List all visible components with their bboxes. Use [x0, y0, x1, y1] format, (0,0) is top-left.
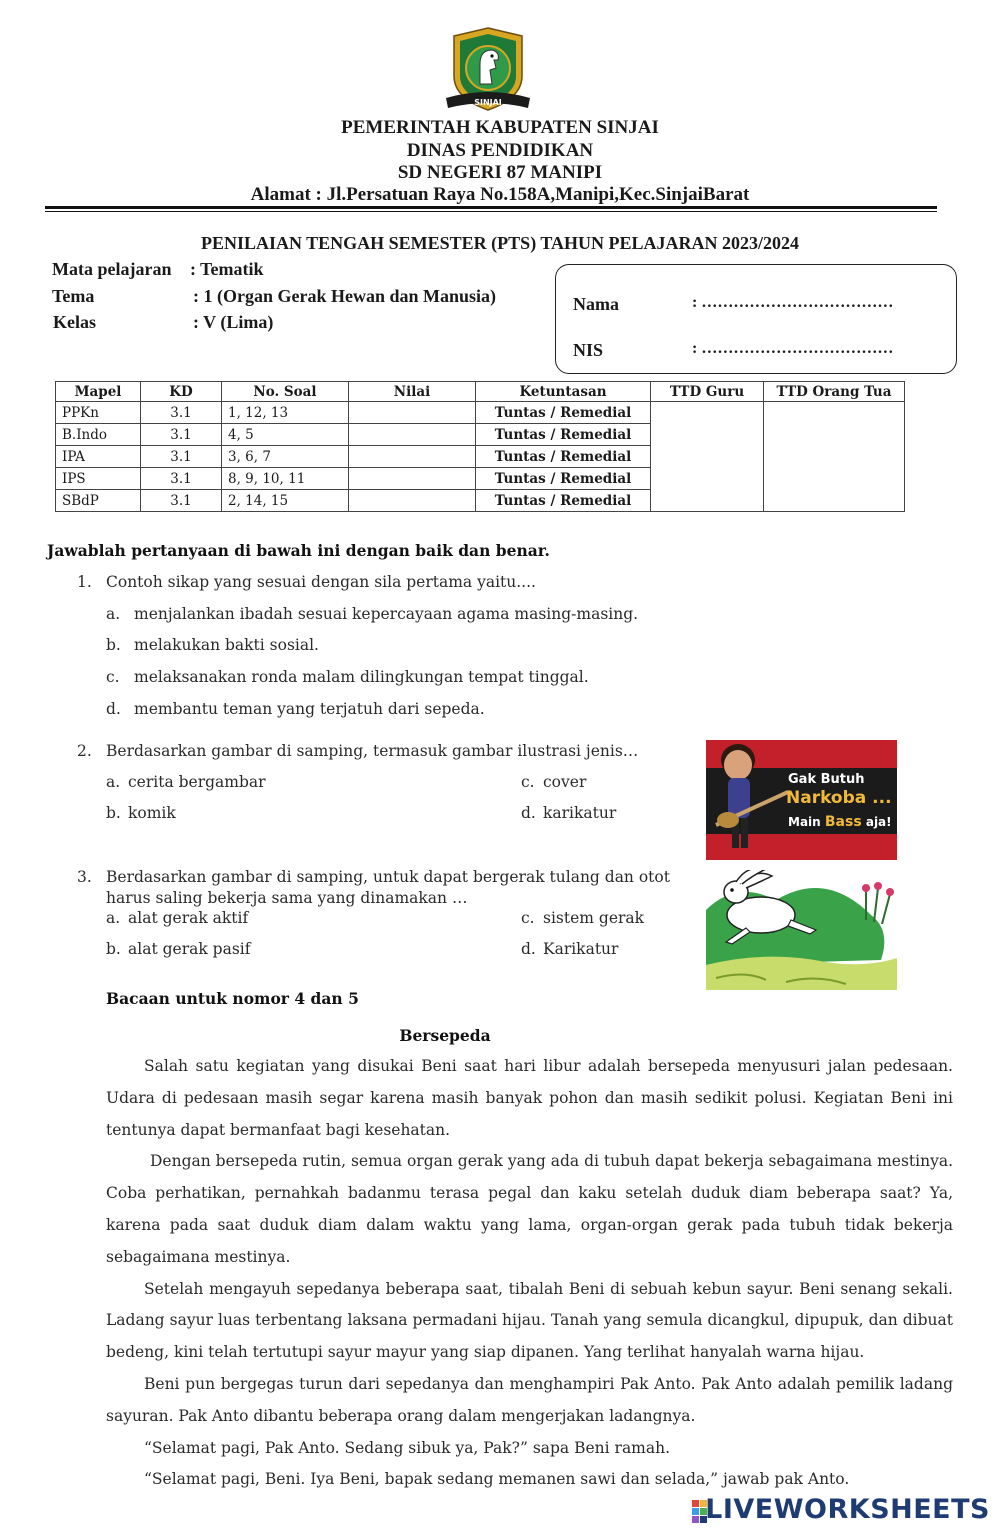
banner-line-3a: Main — [788, 815, 825, 829]
header-rule-thick — [45, 206, 937, 209]
nis-label: NIS — [573, 340, 604, 360]
instruction: Jawablah pertanyaan di bawah ini dengan baik dan benar. — [47, 541, 550, 560]
banner-line-2: Narkoba ... — [786, 788, 892, 808]
reading-paragraph-2: Dengan bersepeda rutin, semua organ gerak yang ada di tubuh dapat bekerja sebagaimana mestinya. Coba perhatikan, pernahkah badanmu terasa pegal dan kaku setelah duduk diam beberapa saat? Ya, karena pada saat duduk diam dalam waktu yang lama, organ-organ gerak pada tubuh tidak bekerja sebagaimana mestinya. — [106, 1152, 953, 1266]
cell-nilai[interactable] — [349, 424, 476, 446]
option-text: melaksanakan ronda malam dilingkungan tempat tinggal. — [134, 668, 589, 686]
class-value: : V (Lima) — [193, 312, 274, 332]
banner-line-3b: Bass — [824, 814, 862, 830]
reading-paragraph-6: “Selamat pagi, Beni. Iya Beni, bapak sedang memanen sawi dan selada,” jawab pak Anto. — [144, 1470, 850, 1489]
option-text: sistem gerak — [543, 909, 645, 927]
option-text: komik — [128, 804, 176, 822]
cell-mapel: PPKn — [56, 402, 141, 424]
cell-mapel: IPS — [56, 468, 141, 490]
option-text: alat gerak aktif — [128, 909, 249, 927]
cell-kd: 3.1 — [141, 402, 222, 424]
rabbit-jumping-icon — [706, 870, 897, 990]
option-letter: c. — [521, 773, 535, 791]
header-address: Alamat : Jl.Persatuan Raya No.158A,Manipi,Kec.SinjaiBarat — [250, 184, 750, 205]
cell-nilai[interactable] — [349, 490, 476, 512]
question-3-number: 3. — [77, 868, 92, 886]
exam-title: PENILAIAN TENGAH SEMESTER (PTS) TAHUN PELAJARAN 2023/2024 — [200, 233, 800, 253]
cell-soal: 8, 9, 10, 11 — [222, 468, 349, 490]
col-header-ttd-orang-tua: TTD Orang Tua — [764, 382, 905, 402]
reading-paragraph-4: Beni pun bergegas turun dari sepedanya dan menghampiri Pak Anto. Pak Anto adalah pemilik ladang sayuran. Pak Anto dibantu beberapa orang dalam mengerjakan ladangnya. — [106, 1374, 953, 1425]
subject-label: Mata pelajaran — [52, 259, 172, 279]
cell-mapel: IPA — [56, 446, 141, 468]
cell-status: Tuntas / Remedial — [476, 446, 651, 468]
cell-kd: 3.1 — [141, 468, 222, 490]
option-text: Karikatur — [543, 940, 619, 958]
option-letter: c. — [521, 909, 535, 927]
option-letter: b. — [106, 636, 121, 654]
option-letter: d. — [106, 700, 121, 718]
q1-option-c[interactable] — [106, 668, 589, 686]
q1-option-a[interactable] — [106, 605, 638, 623]
q2-option-a[interactable] — [106, 773, 266, 791]
option-letter: a. — [106, 773, 121, 791]
cell-soal: 1, 12, 13 — [222, 402, 349, 424]
col-header-kd: KD — [141, 382, 222, 402]
header-government: PEMERINTAH KABUPATEN SINJAI — [341, 117, 659, 138]
class-label: Kelas — [53, 312, 96, 332]
option-letter: c. — [106, 668, 120, 686]
banner-line-3 — [788, 814, 892, 830]
q3-option-d[interactable] — [521, 940, 618, 958]
svg-text:SINJAI: SINJAI — [474, 98, 502, 107]
q2-option-d[interactable] — [521, 804, 616, 822]
banner-line-1: Gak Butuh — [788, 772, 865, 787]
regency-logo — [440, 24, 536, 116]
banner-line-3c: aja! — [861, 815, 892, 829]
q3-option-a[interactable] — [106, 909, 248, 927]
col-header-ttd-guru: TTD Guru — [651, 382, 764, 402]
cell-kd: 3.1 — [141, 424, 222, 446]
cell-status: Tuntas / Remedial — [476, 402, 651, 424]
theme-label: Tema — [52, 286, 95, 306]
cell-nilai[interactable] — [349, 468, 476, 490]
option-letter: d. — [521, 940, 536, 958]
subject-value: : Tematik — [190, 259, 264, 279]
cell-soal: 2, 14, 15 — [222, 490, 349, 512]
reading-paragraph-3: Setelah mengayuh sepedanya beberapa saat, tibalah Beni di sebuah kebun sayur. Beni senang sekali. Ladang sayur luas terbentang laksana permadani hijau. Tanah yang semula dicangkul, dipupuk, dan dibuat bedeng, kini telah tertutupi sayur mayur yang siap dipanen. Yang terlihat hanyalah warna hijau. — [106, 1279, 953, 1362]
reading-passage — [106, 1051, 953, 1496]
cell-soal: 4, 5 — [222, 424, 349, 446]
question-1-text: Contoh sikap yang sesuai dengan sila pertama yaitu.... — [106, 573, 536, 591]
theme-value: : 1 (Organ Gerak Hewan dan Manusia) — [193, 286, 497, 306]
cell-soal: 3, 6, 7 — [222, 446, 349, 468]
cell-nilai[interactable] — [349, 402, 476, 424]
option-letter: b. — [106, 804, 121, 822]
grade-table — [55, 381, 905, 512]
cell-nilai[interactable] — [349, 446, 476, 468]
header-school: SD NEGERI 87 MANIPI — [397, 162, 603, 183]
option-letter: a. — [106, 605, 121, 623]
reading-paragraph-5: “Selamat pagi, Pak Anto. Sedang sibuk ya, Pak?” sapa Beni ramah. — [144, 1438, 671, 1457]
cell-mapel: SBdP — [56, 490, 141, 512]
nis-field[interactable]: : ……………………………… — [692, 340, 894, 357]
q1-option-b[interactable] — [106, 636, 319, 654]
reading-intro: Bacaan untuk nomor 4 dan 5 — [106, 989, 359, 1008]
header-rule-thin — [45, 211, 937, 212]
cell-status: Tuntas / Remedial — [476, 424, 651, 446]
rabbit-illustration — [706, 870, 897, 990]
question-1-number: 1. — [77, 573, 92, 591]
option-text: karikatur — [543, 804, 617, 822]
q3-option-c[interactable] — [521, 909, 644, 927]
cell-kd: 3.1 — [141, 490, 222, 512]
reading-title: Bersepeda — [399, 1026, 491, 1045]
option-text: cerita bergambar — [128, 773, 266, 791]
option-letter: a. — [106, 909, 121, 927]
cell-mapel: B.Indo — [56, 424, 141, 446]
option-text: membantu teman yang terjatuh dari sepeda. — [134, 700, 485, 718]
question-2-text: Berdasarkan gambar di samping, termasuk gambar ilustrasi jenis… — [106, 742, 639, 760]
col-header-mapel: Mapel — [56, 382, 141, 402]
q3-option-b[interactable] — [106, 940, 250, 958]
question-3-text-line1: Berdasarkan gambar di samping, untuk dapat bergerak tulang dan otot — [106, 868, 670, 886]
header-department: DINAS PENDIDIKAN — [406, 140, 594, 161]
liveworksheets-watermark: LIVEWORKSHEETS — [705, 1494, 990, 1525]
q1-option-d[interactable] — [106, 700, 485, 718]
cell-ttd-orang-tua[interactable] — [764, 402, 905, 512]
reading-paragraph-1: Salah satu kegiatan yang disukai Beni saat hari libur adalah bersepeda menyusuri jalan pedesaan. Udara di pedesaan masih segar karena masih banyak pohon dan masih sedikit polusi. Kegiatan Beni ini tentunya dapat bermanfaat bagi kesehatan. — [106, 1057, 953, 1139]
caricature-illustration — [706, 740, 897, 860]
cell-kd: 3.1 — [141, 446, 222, 468]
col-header-nilai: Nilai — [349, 382, 476, 402]
question-2-number: 2. — [77, 742, 92, 760]
cell-status: Tuntas / Remedial — [476, 468, 651, 490]
q2-option-c[interactable] — [521, 773, 586, 791]
cell-ttd-guru[interactable] — [651, 402, 764, 512]
table-row — [56, 402, 905, 424]
option-letter: d. — [521, 804, 536, 822]
name-field[interactable]: : ……………………………… — [692, 294, 894, 311]
col-header-no-soal: No. Soal — [222, 382, 349, 402]
name-label: Nama — [573, 294, 619, 314]
question-3-text-line2: harus saling bekerja sama yang dinamakan … — [106, 889, 468, 907]
cell-status: Tuntas / Remedial — [476, 490, 651, 512]
q2-option-b[interactable] — [106, 804, 176, 822]
option-text: menjalankan ibadah sesuai kepercayaan agama masing-masing. — [134, 605, 639, 623]
option-text: cover — [543, 773, 587, 791]
option-letter: b. — [106, 940, 121, 958]
col-header-ketuntasan: Ketuntasan — [476, 382, 651, 402]
grade-table-header — [56, 382, 905, 402]
option-text: melakukan bakti sosial. — [134, 636, 319, 654]
option-text: alat gerak pasif — [128, 940, 251, 958]
